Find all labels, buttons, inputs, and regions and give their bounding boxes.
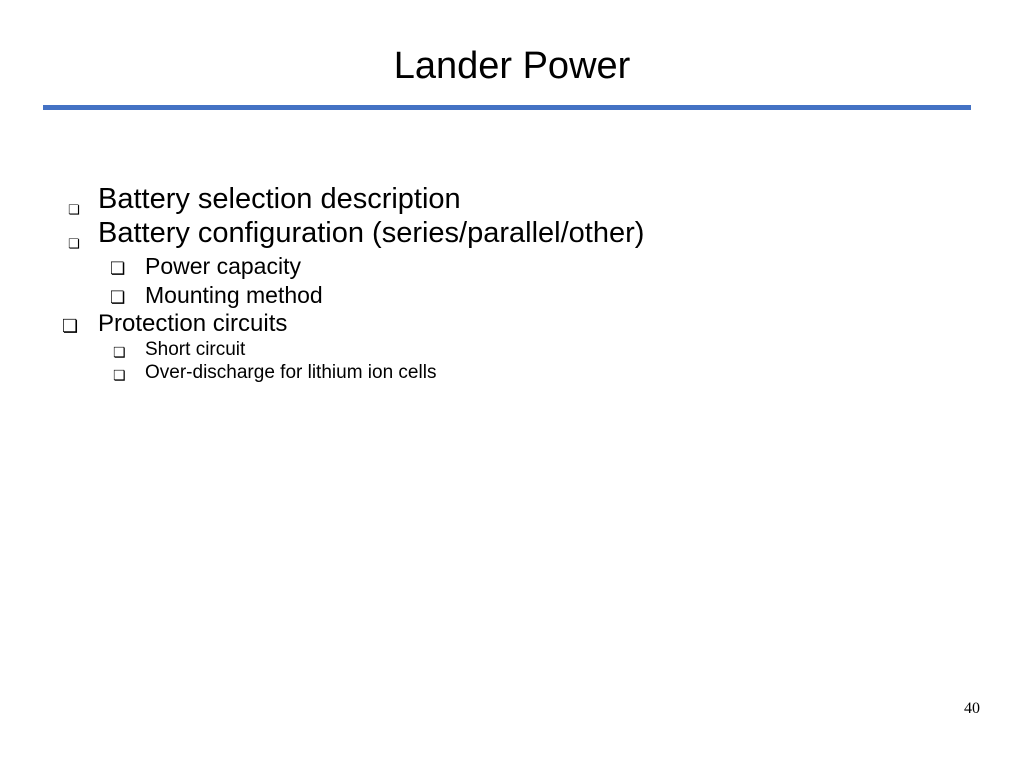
title-divider bbox=[43, 105, 971, 110]
bullet-item bbox=[68, 216, 645, 252]
hollow-square-bullet-icon: ❏ bbox=[113, 345, 126, 361]
hollow-square-bullet-icon: ❏ bbox=[110, 288, 126, 308]
sub-bullet-item bbox=[110, 252, 301, 280]
sub-bullet-text: Over-discharge for lithium ion cells bbox=[145, 362, 437, 383]
hollow-square-bullet-icon: ❏ bbox=[68, 203, 80, 218]
hollow-square-bullet-icon: ❏ bbox=[110, 259, 126, 279]
bullet-text: Battery configuration (series/parallel/other) bbox=[98, 217, 645, 249]
sub-bullet-item bbox=[113, 361, 437, 385]
sub-bullet-text: Power capacity bbox=[145, 253, 301, 279]
sub-bullet-text: Mounting method bbox=[145, 282, 323, 308]
bullet-item bbox=[62, 310, 288, 338]
hollow-square-bullet-icon: ❏ bbox=[113, 368, 126, 384]
slide-title: Lander Power bbox=[393, 45, 631, 87]
hollow-square-bullet-icon: ❏ bbox=[68, 237, 80, 252]
page-number: 40 bbox=[964, 700, 980, 717]
bullet-text: Protection circuits bbox=[98, 310, 288, 337]
sub-bullet-item bbox=[113, 338, 246, 362]
bullet-item bbox=[68, 182, 461, 218]
bullet-text: Battery selection description bbox=[98, 183, 461, 215]
sub-bullet-item bbox=[110, 281, 323, 309]
sub-bullet-text: Short circuit bbox=[145, 339, 246, 360]
hollow-square-bullet-icon: ❏ bbox=[62, 316, 79, 337]
